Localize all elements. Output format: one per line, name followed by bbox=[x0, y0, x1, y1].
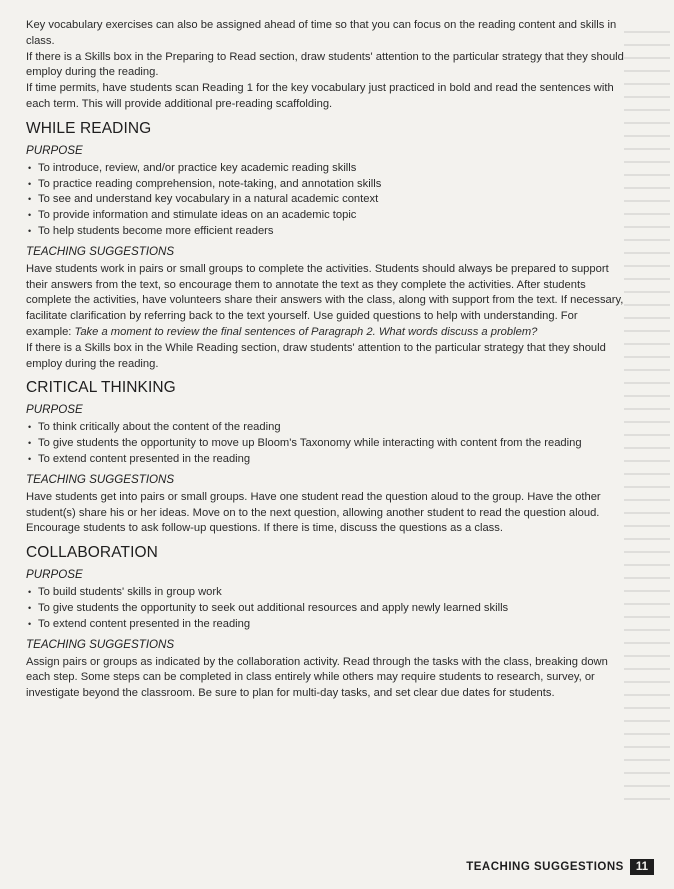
critical-thinking-section bbox=[26, 378, 626, 537]
list-item: • To help students become more efficient readers bbox=[26, 224, 626, 240]
section-heading: CRITICAL THINKING bbox=[26, 379, 176, 397]
body-text: Have students work in pairs or small groups to complete the activities. Students should always be prepared to support their answers from the text, so encourage them to annotate the text as they complete the activities. After students complete the activities, have volunteers share their answers with the class, along with support from the text. If necessary, facilitate clarification by referring back to the text yourself. Use guided questions to help with understanding. For example: bbox=[26, 262, 624, 338]
teaching-suggestions-heading: TEACHING SUGGESTIONS bbox=[26, 637, 175, 651]
example-question: Take a moment to review the final sentences of Paragraph 2. What words discuss a problem? bbox=[74, 325, 538, 338]
page-footer bbox=[466, 859, 654, 875]
list-item: • To build students' skills in group work bbox=[26, 585, 626, 601]
section-heading: WHILE READING bbox=[26, 119, 152, 137]
purpose-heading: PURPOSE bbox=[26, 568, 83, 582]
intro-paragraph: Key vocabulary exercises can also be assigned ahead of time so that you can focus on the reading content and skills in class. bbox=[26, 19, 617, 47]
collaboration-section bbox=[26, 543, 626, 702]
page-number: 11 bbox=[630, 859, 654, 875]
intro-section bbox=[26, 18, 626, 113]
footer-label: TEACHING SUGGESTIONS bbox=[466, 861, 624, 873]
body-paragraph bbox=[26, 262, 626, 341]
list-item: • To give students the opportunity to move up Bloom's Taxonomy while interacting with content from the reading bbox=[26, 436, 626, 452]
body-paragraph: Assign pairs or groups as indicated by the collaboration activity. Read through the tasks with the class, breaking down each step. Some steps can be completed in class entirely while others may require students to research, survey, or investigate beyond the classroom. Be sure to plan for multi-day tasks, and set clear due dates for students. bbox=[26, 655, 608, 700]
intro-paragraph: If there is a Skills box in the Preparing to Read section, draw students' attention to the particular strategy that they should employ during the reading. bbox=[26, 50, 624, 79]
purpose-heading: PURPOSE bbox=[26, 143, 83, 157]
teaching-suggestions-heading: TEACHING SUGGESTIONS bbox=[26, 244, 175, 258]
intro-paragraph: If time permits, have students scan Reading 1 for the key vocabulary just practiced in bold and read the sentences with each term. This will provide additional pre-reading scaffolding. bbox=[26, 82, 614, 110]
document-page bbox=[26, 18, 626, 702]
list-item: • To practice reading comprehension, note-taking, and annotation skills bbox=[26, 177, 626, 193]
list-item: • To provide information and stimulate ideas on an academic topic bbox=[26, 208, 626, 224]
purpose-list bbox=[26, 585, 626, 632]
body-paragraph: Have students get into pairs or small groups. Have one student read the question aloud to the group. Have the other student(s) share his or her ideas. Move on to the next question, allowing another student to read the question aloud. Encourage students to ask follow-up questions. If there is time, discuss the questions as a class. bbox=[26, 490, 601, 535]
while-reading-section bbox=[26, 119, 626, 373]
purpose-heading: PURPOSE bbox=[26, 403, 83, 417]
purpose-list bbox=[26, 420, 626, 467]
body-paragraph: If there is a Skills box in the While Reading section, draw students' attention to the particular strategy that they should employ during the reading. bbox=[26, 341, 606, 370]
list-item: • To think critically about the content of the reading bbox=[26, 420, 626, 436]
section-heading: COLLABORATION bbox=[26, 544, 158, 562]
list-item: • To introduce, review, and/or practice key academic reading skills bbox=[26, 161, 626, 177]
purpose-list bbox=[26, 161, 626, 240]
teaching-suggestions-heading: TEACHING SUGGESTIONS bbox=[26, 472, 175, 486]
list-item: • To extend content presented in the reading bbox=[26, 617, 626, 633]
list-item: • To give students the opportunity to seek out additional resources and apply newly learned skills bbox=[26, 601, 626, 617]
list-item: • To see and understand key vocabulary in a natural academic context bbox=[26, 192, 626, 208]
list-item: • To extend content presented in the reading bbox=[26, 452, 626, 468]
